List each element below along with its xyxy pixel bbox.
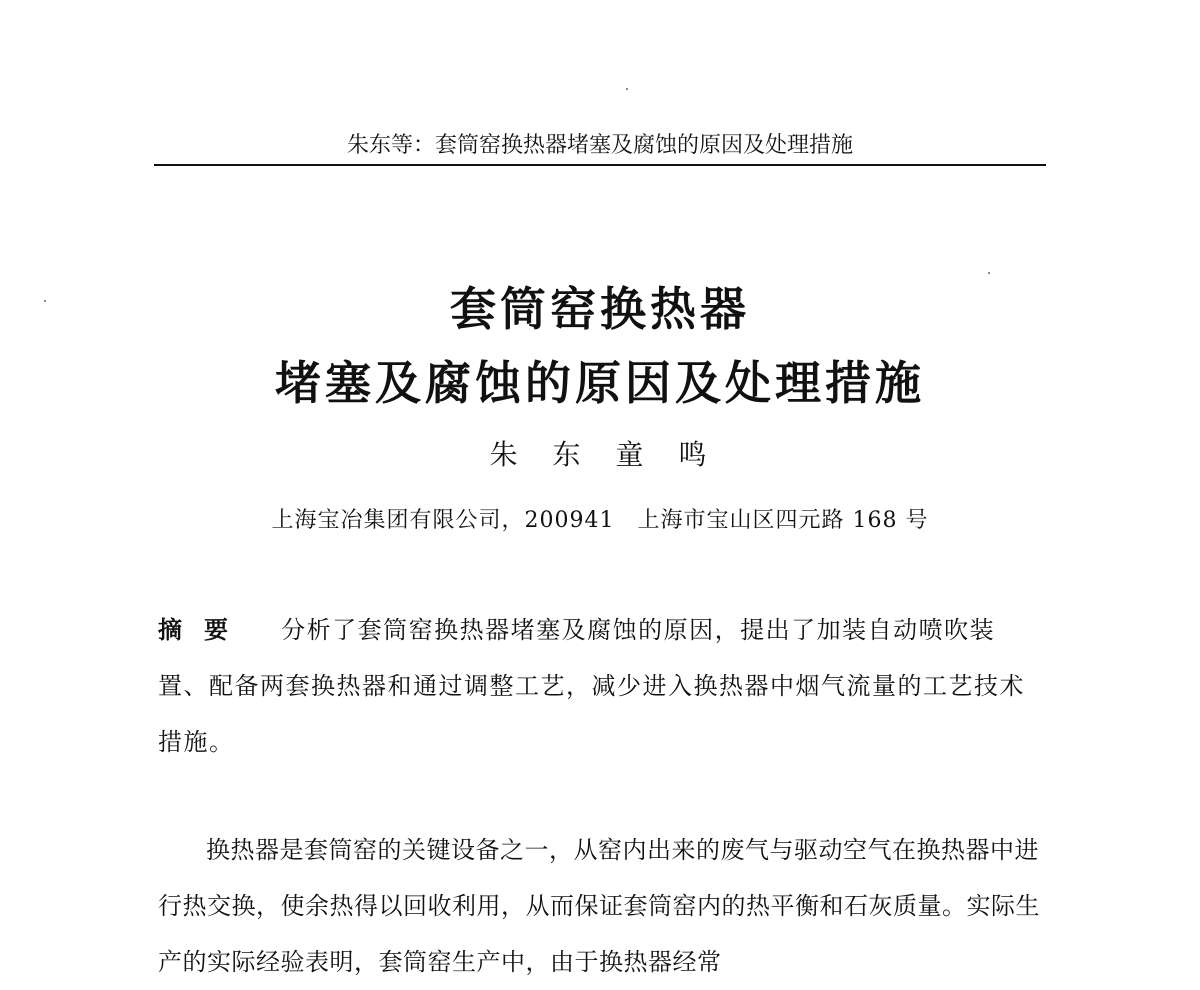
- running-header: 朱东等：套筒窑换热器堵塞及腐蚀的原因及处理措施: [346, 133, 853, 158]
- affiliation: 上海宝冶集团有限公司，200941 上海市宝山区四元路 168 号: [271, 508, 929, 533]
- header-rule: [154, 164, 1046, 166]
- abstract-label: 摘要: [158, 616, 250, 644]
- abstract: [158, 602, 1038, 770]
- title-line-2: 堵塞及腐蚀的原因及处理措施: [275, 356, 925, 410]
- authors: 朱 东 童 鸣: [489, 438, 711, 471]
- title-line-1: 套筒窑换热器: [450, 282, 750, 336]
- scan-speck: [44, 300, 46, 302]
- scan-speck: [988, 272, 990, 274]
- body-paragraph: 换热器是套筒窑的关键设备之一，从窑内出来的废气与驱动空气在换热器中进行热交换，使余热得以回收利用，从而保证套筒窑内的热平衡和石灰质量。实际生产的实际经验表明，套筒窑生产中，由于换热器经常: [158, 836, 1040, 976]
- abstract-text: 分析了套筒窑换热器堵塞及腐蚀的原因，提出了加装自动喷吹装置、配备两套换热器和通过调整工艺，减少进入换热器中烟气流量的工艺技术措施。: [158, 616, 1025, 756]
- scan-speck: [626, 88, 628, 90]
